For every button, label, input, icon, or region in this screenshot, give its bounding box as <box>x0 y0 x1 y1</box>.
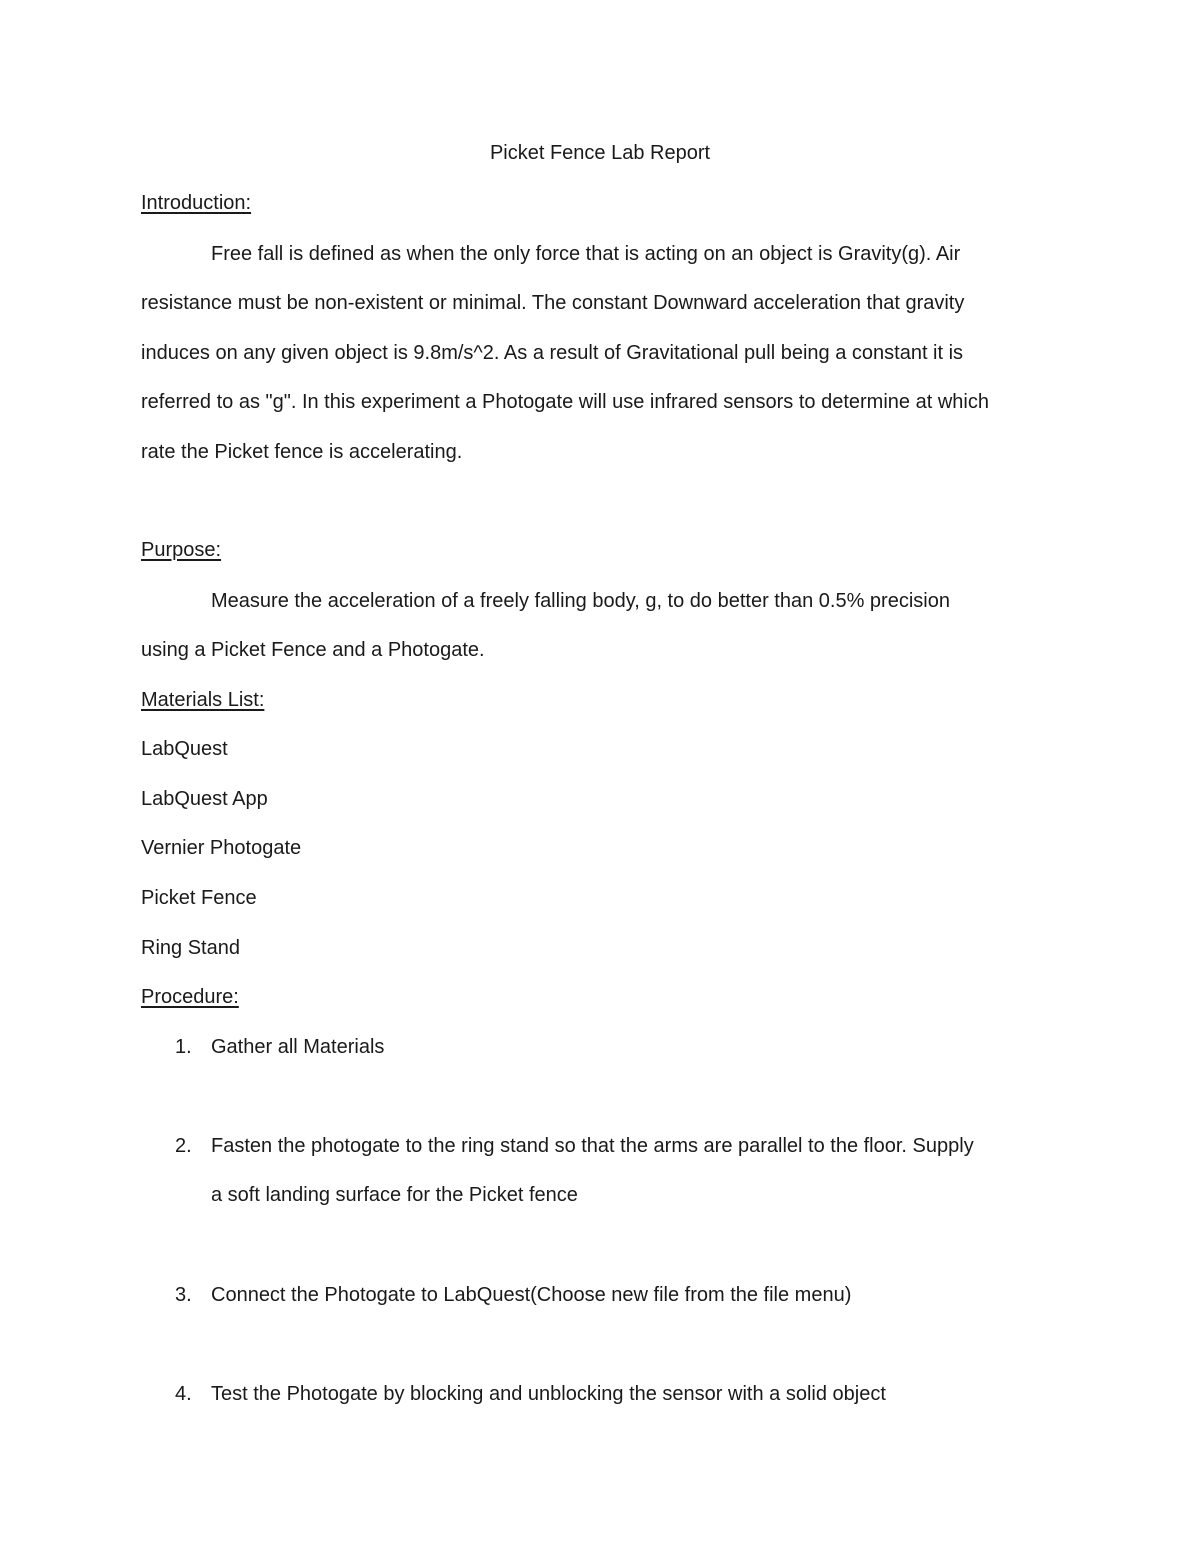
procedure-step-number: 2. <box>175 1135 192 1157</box>
introduction-line: induces on any given object is 9.8m/s^2. As a result of Gravitational pull being a constant it is <box>141 342 964 364</box>
procedure-step-number: 3. <box>175 1284 192 1306</box>
materials-item: Picket Fence <box>141 887 257 909</box>
procedure-step-text: Fasten the photogate to the ring stand so that the arms are parallel to the floor. Supply <box>211 1135 974 1157</box>
materials-item: LabQuest <box>141 738 228 760</box>
introduction-line: rate the Picket fence is accelerating. <box>141 441 463 463</box>
procedure-step-text: a soft landing surface for the Picket fence <box>211 1184 578 1206</box>
procedure-step-number: 1. <box>175 1036 192 1058</box>
materials-item: LabQuest App <box>141 788 268 810</box>
procedure-heading: Procedure: <box>141 986 239 1008</box>
purpose-line: using a Picket Fence and a Photogate. <box>141 639 485 661</box>
procedure-step-text: Test the Photogate by blocking and unblocking the sensor with a solid object <box>211 1383 886 1405</box>
materials-heading: Materials List: <box>141 689 265 711</box>
purpose-heading: Purpose: <box>141 539 222 561</box>
document-title: Picket Fence Lab Report <box>489 142 711 164</box>
procedure-step-number: 4. <box>175 1383 192 1405</box>
introduction-line: referred to as "g". In this experiment a Photogate will use infrared sensors to determine at which <box>141 391 989 413</box>
introduction-line: Free fall is defined as when the only force that is acting on an object is Gravity(g). Air <box>211 243 961 265</box>
materials-item: Ring Stand <box>141 937 240 959</box>
introduction-line: resistance must be non-existent or minimal. The constant Downward acceleration that gravity <box>141 292 965 314</box>
materials-item: Vernier Photogate <box>141 837 302 859</box>
procedure-step-text: Connect the Photogate to LabQuest(Choose new file from the file menu) <box>211 1284 852 1306</box>
procedure-step-text: Gather all Materials <box>211 1036 385 1058</box>
introduction-heading: Introduction: <box>141 192 252 214</box>
purpose-line: Measure the acceleration of a freely falling body, g, to do better than 0.5% precision <box>211 590 950 612</box>
